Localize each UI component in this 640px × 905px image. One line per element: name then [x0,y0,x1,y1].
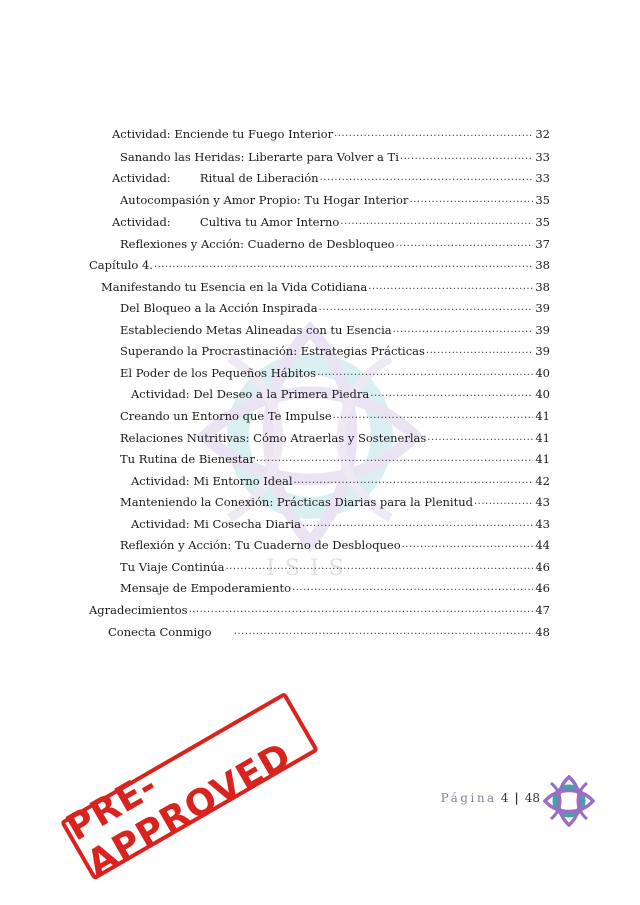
toc-entry[interactable] [112,215,550,229]
toc-entry-page: 32 [535,127,550,141]
toc-leader [333,409,534,423]
toc-entry-title: Relaciones Nutritivas: Cómo Atraerlas y Sostenerlas [120,431,427,445]
toc-entry-page: 41 [535,431,550,445]
toc-entry[interactable] [120,452,550,466]
toc-entry-title: Actividad: Del Deseo a la Primera Piedra [131,387,370,401]
footer-separator: | [514,791,519,805]
toc-entry[interactable] [112,127,550,141]
toc-entry-page: 46 [535,581,550,595]
toc-leader [474,495,533,509]
toc-entry-page: 33 [535,150,550,164]
toc-entry-title: Agradecimientos [89,603,188,617]
toc-entry-title: Del Bloqueo a la Acción Inspirada [120,301,318,315]
toc-leader [396,237,534,251]
footer-page-number: 4 [500,791,509,805]
toc-entry[interactable] [120,495,550,509]
toc-entry[interactable] [120,150,550,164]
toc-entry[interactable] [101,280,550,294]
toc-entry[interactable] [120,237,550,251]
toc-leader [320,171,534,185]
toc-entry[interactable] [131,387,550,401]
toc-leader [302,517,533,531]
toc-leader [426,344,533,358]
toc-leader [393,323,534,337]
toc-entry-title: Reflexión y Acción: Tu Cuaderno de Desbloqueo [120,538,401,552]
toc-entry[interactable] [108,625,550,639]
toc-entry-title: Superando la Procrastinación: Estrategias Prácticas [120,344,425,358]
toc-entry-title: El Poder de los Pequeños Hábitos [120,366,317,380]
toc-leader [402,538,534,552]
toc-entry[interactable] [112,171,550,185]
toc-entry-title: Mensaje de Empoderamiento [120,581,292,595]
toc-entry-page: 42 [535,474,550,488]
toc-entry-title: Sanando las Heridas: Liberarte para Volver a Ti [120,150,399,164]
toc-entry-title: Tu Viaje Continúa [120,560,225,574]
toc-entry-page: 40 [535,366,550,380]
toc-entry-page: 39 [535,323,550,337]
toc-entry[interactable] [131,517,550,531]
toc-entry-title: Actividad: Mi Entorno Ideal [131,474,293,488]
toc-entry-page: 44 [535,538,550,552]
toc-entry-page: 48 [535,625,550,639]
toc-entry[interactable] [131,474,550,488]
toc-leader [368,280,533,294]
toc-leader [292,581,533,595]
toc-entry[interactable] [120,366,550,380]
toc-entry-title: Creando un Entorno que Te Impulse [120,409,332,423]
toc-entry[interactable] [120,431,550,445]
toc-entry[interactable] [120,301,550,315]
toc-leader [427,431,533,445]
toc-entry-title: Manifestando tu Esencia en la Vida Cotidiana [101,280,368,294]
pre-approved-stamp [60,692,320,883]
toc-leader [317,366,533,380]
toc-entry-title: Manteniendo la Conexión: Prácticas Diarias para la Plenitud [120,495,473,509]
page-footer [441,791,540,805]
toc-entry-title: Actividad: Mi Cosecha Diaria [131,517,302,531]
toc-entry-page: 38 [535,280,550,294]
toc-entry-page: 35 [535,193,550,207]
toc-entry-page: 40 [535,387,550,401]
toc-entry-page: 41 [535,452,550,466]
toc-entry-page: 39 [535,301,550,315]
toc-leader [400,150,533,164]
toc-leader [154,258,533,272]
toc-entry-page: 47 [535,603,550,617]
toc-entry-title: Tu Rutina de Bienestar [120,452,255,466]
toc-entry-page: 37 [535,237,550,251]
toc-entry-title: Conecta Conmigo [108,625,212,639]
toc-entry-page: 43 [535,495,550,509]
toc-entry[interactable] [120,409,550,423]
toc-entry[interactable] [120,193,550,207]
toc-leader [256,452,533,466]
celtic-knot-logo-icon [543,775,595,827]
toc-leader [409,193,533,207]
toc-entry-title: Estableciendo Metas Alineadas con tu Esencia [120,323,392,337]
stamp-text: PRE-APPROVED [59,734,299,885]
watermark-text: ISIS [266,556,354,581]
toc-entry-title: Actividad: Cultiva tu Amor Interno [112,215,340,229]
toc-entry[interactable] [120,560,550,574]
toc-entry-page: 41 [535,409,550,423]
toc-entry-page: 43 [535,517,550,531]
toc-entry-page: 38 [535,258,550,272]
toc-entry-title: Actividad: Enciende tu Fuego Interior [112,127,334,141]
toc-entry-page: 39 [535,344,550,358]
toc-entry[interactable] [120,538,550,552]
toc-entry-page: 35 [535,215,550,229]
toc-leader [319,301,534,315]
toc-entry[interactable] [120,323,550,337]
toc-entry-title: Capítulo 4. [89,258,153,272]
toc-entry-title: Reflexiones y Acción: Cuaderno de Desbloqueo [120,237,395,251]
toc-entry-page: 33 [535,171,550,185]
footer-page-word: Página [440,791,497,805]
footer-total-pages: 48 [524,791,540,805]
toc-entry[interactable] [89,258,550,272]
toc-entry-page: 46 [535,560,550,574]
toc-leader [234,625,534,639]
toc-leader [334,127,533,141]
toc-entry[interactable] [120,581,550,595]
toc-entry-title: Autocompasión y Amor Propio: Tu Hogar Interior [120,193,409,207]
toc-leader [340,215,533,229]
toc-leader [226,560,534,574]
stamp-border [59,692,319,885]
toc-leader [189,603,534,617]
toc-entry[interactable] [120,344,550,358]
toc-entry[interactable] [89,603,550,617]
toc-leader [370,387,533,401]
toc-entry-title: Actividad: Ritual de Liberación [112,171,319,185]
toc-leader [294,474,534,488]
